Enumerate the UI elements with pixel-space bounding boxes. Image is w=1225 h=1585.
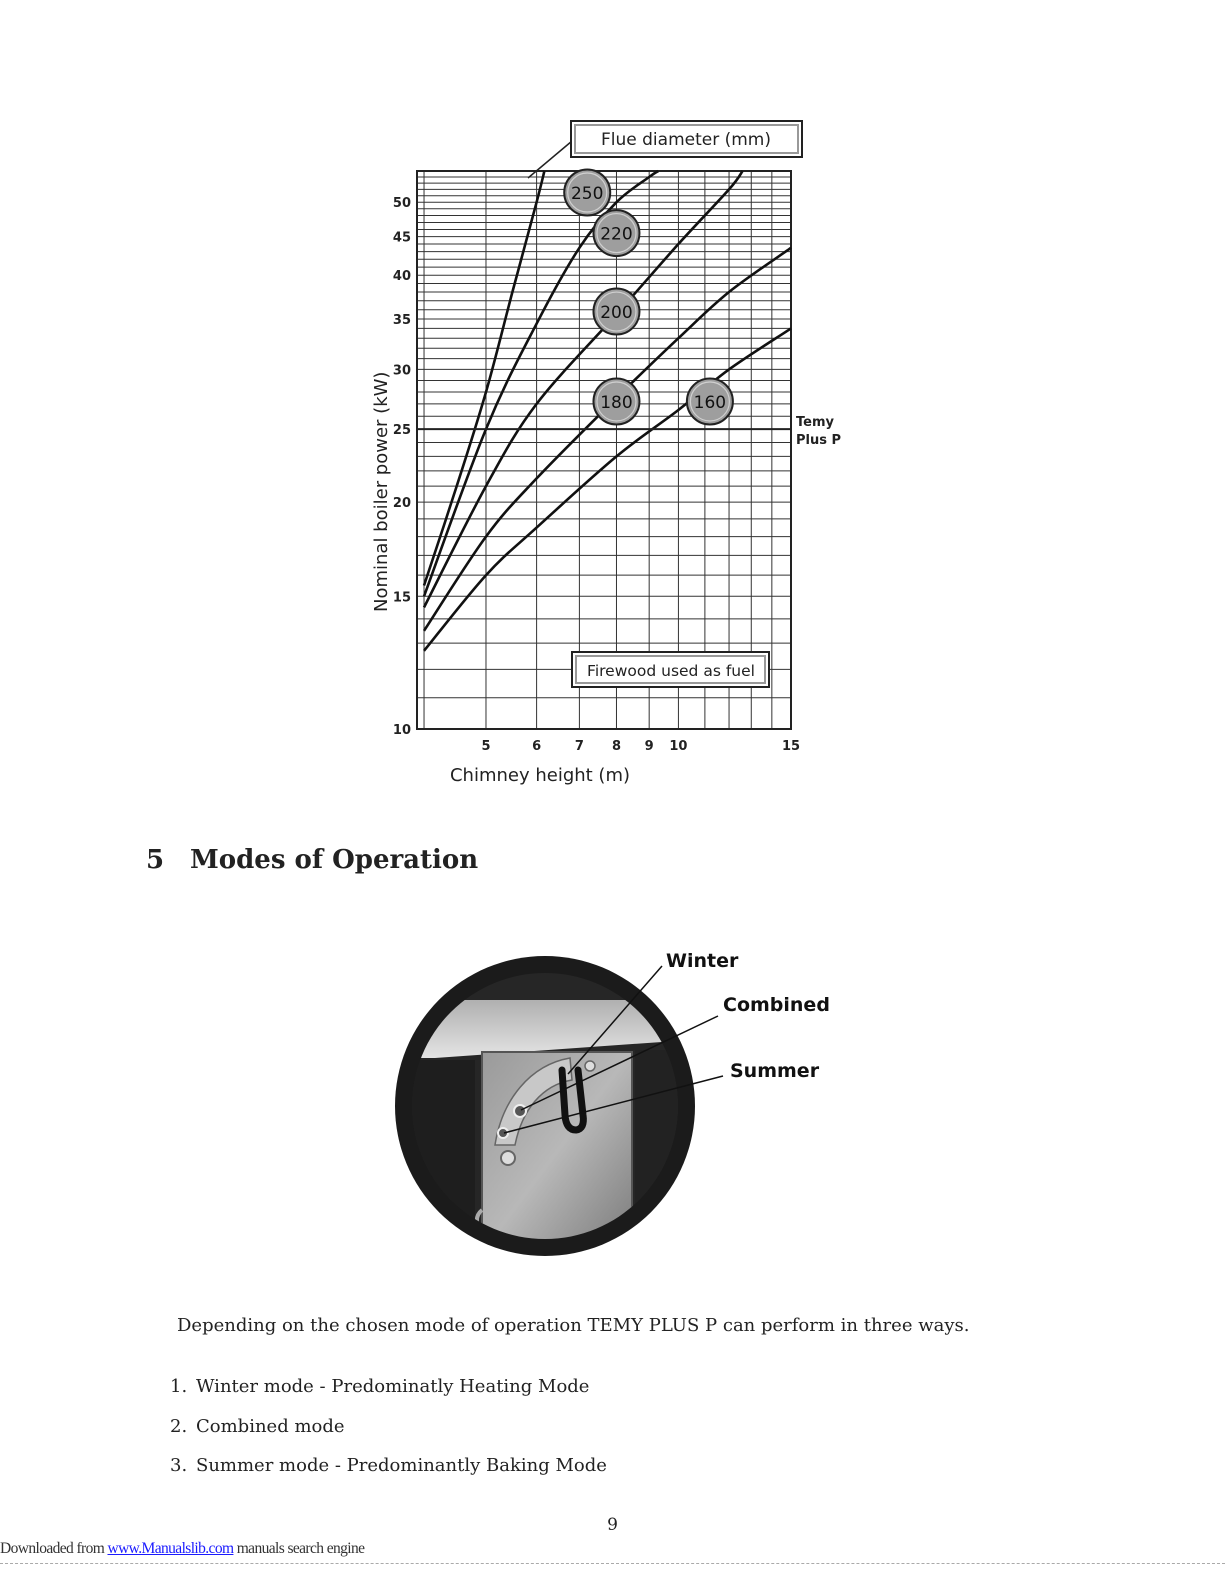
y-tick-label: 50 xyxy=(392,196,411,212)
y-tick-label: 45 xyxy=(392,230,411,246)
y-tick-label: 10 xyxy=(392,723,411,738)
badge-label: 220 xyxy=(600,224,633,245)
reference-label-1: Temy xyxy=(796,415,834,430)
y-axis-label: Nominal boiler power (kW) xyxy=(371,371,392,612)
list-item-number: 3. xyxy=(170,1455,188,1476)
list-item-text: Winter mode - Predominatly Heating Mode xyxy=(196,1376,590,1397)
series-line-250 xyxy=(424,171,544,586)
y-tick-label: 25 xyxy=(392,423,411,439)
note-text: Firewood used as fuel xyxy=(587,662,755,680)
x-tick-label: 8 xyxy=(611,739,621,754)
photo-content xyxy=(390,940,710,1270)
footer-rule xyxy=(0,1563,1225,1564)
footer-prefix: Downloaded from xyxy=(0,1540,108,1557)
x-tick-labels xyxy=(481,739,800,754)
mode-selector-photo xyxy=(390,940,840,1270)
x-tick-label: 15 xyxy=(781,739,801,754)
list-item xyxy=(170,1455,607,1495)
section-heading xyxy=(146,845,478,875)
section-number: 5 xyxy=(146,845,165,875)
series-line-160 xyxy=(424,328,791,650)
legend-leader xyxy=(528,141,572,178)
y-tick-label: 15 xyxy=(392,590,411,606)
legend-title: Flue diameter (mm) xyxy=(601,130,771,150)
x-tick-label: 9 xyxy=(644,739,654,754)
y-tick-label: 20 xyxy=(392,496,411,512)
x-tick-label: 7 xyxy=(574,739,584,754)
manualslib-link[interactable]: www.Manualslib.com xyxy=(107,1540,234,1557)
y-tick-label: 30 xyxy=(392,363,411,379)
chart-grid xyxy=(417,171,791,729)
y-tick-labels xyxy=(393,196,411,738)
y-tick-label: 40 xyxy=(392,269,411,285)
label-summer: Summer xyxy=(730,1060,820,1082)
list-item-text: Summer mode - Predominantly Baking Mode xyxy=(196,1455,607,1476)
x-tick-label: 5 xyxy=(481,739,491,754)
list-item xyxy=(170,1376,607,1416)
y-tick-label: 35 xyxy=(392,312,411,328)
badge-label: 200 xyxy=(600,303,633,324)
flue-diameter-badges xyxy=(564,170,733,425)
download-footer xyxy=(0,1540,364,1558)
label-combined: Combined xyxy=(723,994,830,1016)
badge-label: 250 xyxy=(570,184,604,205)
footer-suffix: manuals search engine xyxy=(233,1540,365,1557)
section-title: Modes of Operation xyxy=(190,845,479,875)
intro-paragraph: Depending on the chosen mode of operation TEMY PLUS P can perform in three ways. xyxy=(177,1315,970,1336)
plot-frame xyxy=(417,171,791,729)
list-item xyxy=(170,1416,607,1456)
list-item-text: Combined mode xyxy=(196,1415,345,1437)
list-item-number: 1. xyxy=(170,1376,188,1397)
reference-label-2: Plus P xyxy=(796,433,842,448)
list-item-number: 2. xyxy=(170,1415,188,1437)
x-tick-label: 6 xyxy=(532,739,542,754)
label-winter: Winter xyxy=(666,950,739,972)
badge-label: 180 xyxy=(600,392,633,413)
x-tick-label: 10 xyxy=(669,739,688,754)
x-axis-label: Chimney height (m) xyxy=(449,765,631,786)
modes-list xyxy=(170,1376,607,1495)
badge-label: 160 xyxy=(693,392,727,413)
page-number: 9 xyxy=(607,1515,618,1535)
